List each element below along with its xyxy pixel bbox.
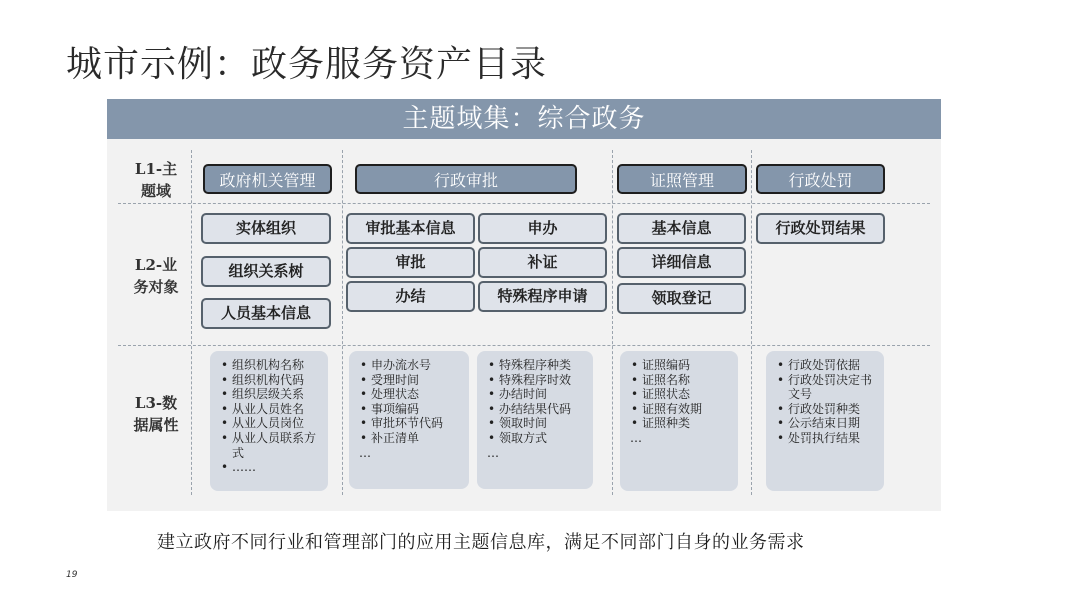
attribute-item: • 特殊程序种类 xyxy=(499,358,585,373)
attribute-item: • 特殊程序时效 xyxy=(499,373,585,388)
attribute-item: • 办结时间 xyxy=(499,387,585,402)
attribute-list-license xyxy=(620,351,738,491)
topic-set-header: 主题域集：综合政务 xyxy=(107,99,941,139)
object-collection-registration: 领取登记 xyxy=(617,283,746,314)
domain-administrative-approval: 行政审批 xyxy=(355,164,577,194)
attribute-item: • 组织层级关系 xyxy=(232,387,320,402)
attribute-item: • 领取方式 xyxy=(499,431,585,446)
object-license-basic-info: 基本信息 xyxy=(617,213,746,244)
row-divider xyxy=(118,345,930,346)
column-divider xyxy=(342,150,343,495)
column-divider xyxy=(612,150,613,495)
slide-caption: 建立政府不同行业和管理部门的应用主题信息库，满足不同部门自身的业务需求 xyxy=(157,532,805,553)
object-approval-basic-info: 审批基本信息 xyxy=(346,213,475,244)
level-label-line: L2-业 xyxy=(134,256,178,274)
object-application: 申办 xyxy=(478,213,607,244)
attribute-item: • 行政处罚依据 xyxy=(788,358,876,373)
level-label-line: 据属性 xyxy=(133,416,179,434)
attribute-item: • 证照有效期 xyxy=(642,402,730,417)
attribute-item: • 补正清单 xyxy=(371,431,461,446)
attribute-item: • 受理时间 xyxy=(371,373,461,388)
level-label-line: 题域 xyxy=(140,182,171,200)
attribute-item: … xyxy=(630,430,642,445)
attribute-item: • 事项编码 xyxy=(371,402,461,417)
attribute-item: • 申办流水号 xyxy=(371,358,461,373)
attribute-item: • 公示结束日期 xyxy=(788,416,876,431)
attribute-item: • 证照名称 xyxy=(642,373,730,388)
object-entity-organization: 实体组织 xyxy=(201,213,331,244)
attribute-item: • 证照编码 xyxy=(642,358,730,373)
attribute-item: • 从业人员姓名 xyxy=(232,402,320,417)
row-divider xyxy=(118,203,930,204)
level-label-line: 务对象 xyxy=(133,278,179,296)
attribute-item: • 审批环节代码 xyxy=(371,416,461,431)
attribute-item: • …… xyxy=(232,460,320,475)
object-completion: 办结 xyxy=(346,281,475,312)
object-supplement: 补证 xyxy=(478,247,607,278)
level-label-l2 xyxy=(128,254,184,298)
object-special-procedure: 特殊程序申请 xyxy=(478,281,607,312)
attribute-item: • 从业人员岗位 xyxy=(232,416,320,431)
domain-administrative-penalty: 行政处罚 xyxy=(756,164,885,194)
attribute-item: • 领取时间 xyxy=(499,416,585,431)
object-license-detail-info: 详细信息 xyxy=(617,247,746,278)
page-title: 城市示例：政务服务资产目录 xyxy=(66,44,548,85)
attribute-item: … xyxy=(487,445,499,460)
object-organization-tree: 组织关系树 xyxy=(201,256,331,287)
object-approval: 审批 xyxy=(346,247,475,278)
object-personnel-info: 人员基本信息 xyxy=(201,298,331,329)
level-label-l1 xyxy=(128,158,184,202)
attribute-item: • 证照状态 xyxy=(642,387,730,402)
level-label-line: L3-数 xyxy=(134,394,178,412)
attribute-list-government xyxy=(210,351,328,491)
object-penalty-result: 行政处罚结果 xyxy=(756,213,885,244)
attribute-item: • 证照种类 xyxy=(642,416,730,431)
attribute-list-penalty xyxy=(766,351,884,491)
page-number: 19 xyxy=(66,570,78,580)
attribute-item: • 组织机构代码 xyxy=(232,373,320,388)
attribute-item: • 处罚执行结果 xyxy=(788,431,876,446)
level-label-l3 xyxy=(128,392,184,436)
attribute-item: • 处理状态 xyxy=(371,387,461,402)
attribute-list-approval-1 xyxy=(349,351,469,489)
attribute-item: • 办结结果代码 xyxy=(499,402,585,417)
level-label-line: L1-主 xyxy=(134,160,178,178)
attribute-list-approval-2 xyxy=(477,351,593,489)
attribute-item: … xyxy=(359,445,371,460)
column-divider xyxy=(751,150,752,495)
domain-license-management: 证照管理 xyxy=(617,164,747,194)
attribute-item: • 行政处罚种类 xyxy=(788,402,876,417)
attribute-item: • 从业人员联系方式 xyxy=(232,431,320,460)
domain-government-agency: 政府机关管理 xyxy=(203,164,332,194)
attribute-item: • 行政处罚决定书文号 xyxy=(788,373,876,402)
attribute-item: • 组织机构名称 xyxy=(232,358,320,373)
column-divider xyxy=(191,150,192,495)
